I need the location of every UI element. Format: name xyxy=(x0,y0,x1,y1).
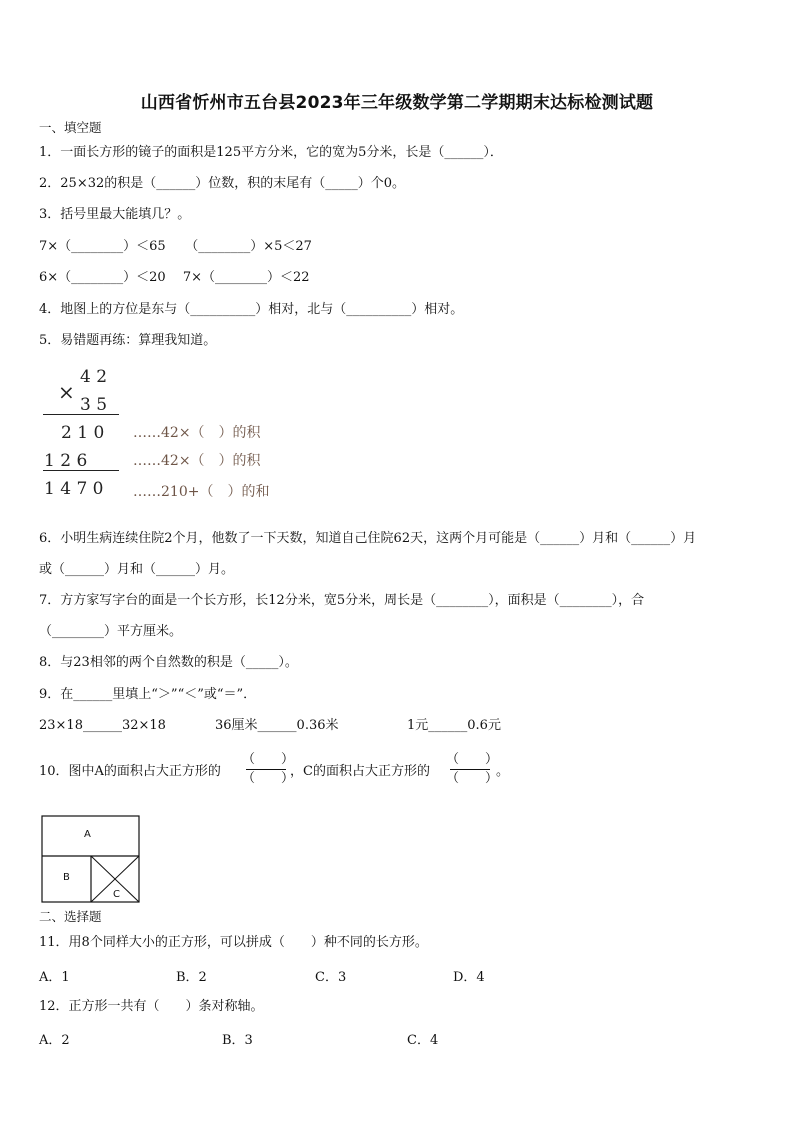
calc-note-1: ……42×（ ）的积 xyxy=(133,425,261,441)
question-7-line-2: （________）平方厘米。 xyxy=(39,624,183,639)
question-8: 8．与23相邻的两个自然数的积是（_____）。 xyxy=(39,655,298,670)
calc-row-2: 3 5 xyxy=(80,395,108,415)
fraction-a xyxy=(242,751,295,788)
fraction-a-denominator: （ ） xyxy=(242,771,295,786)
times-sign: × xyxy=(58,380,75,404)
question-3-line-1: 7×（________）＜65 （________）×5＜27 xyxy=(39,239,312,254)
question-1: 1．一面长方形的镜子的面积是125平方分米，它的宽为5分米，长是（______）． xyxy=(39,145,503,160)
question-10-part-1: 10．图中A的面积占大正方形的 xyxy=(39,764,221,779)
page-title: 山西省忻州市五台县2023年三年级数学第二学期期末达标检测试题 xyxy=(140,93,654,113)
question-6-line-2: 或（______）月和（______）月。 xyxy=(39,562,235,577)
fraction-c xyxy=(446,751,499,788)
question-7-line-1: 7．方方家写字台的面是一个长方形，长12分米，宽5分米，周长是（________），面积是（________），合 xyxy=(39,593,645,608)
question-2: 2．25×32的积是（______）位数，积的末尾有（_____）个0。 xyxy=(39,176,406,191)
question-6-line-1: 6．小明生病连续住院2个月，他数了一下天数，知道自己住院62天，这两个月可能是（______）月和（______）月 xyxy=(39,531,697,546)
q12-option-a: A．2 xyxy=(39,1033,70,1048)
q11-option-b: B．2 xyxy=(176,970,207,985)
figure-label-c: C xyxy=(113,889,120,900)
question-9-item-2: 36厘米______0.36米 xyxy=(215,718,339,733)
calc-row-3: 2 1 0 xyxy=(61,423,105,443)
q12-option-b: B．3 xyxy=(222,1033,253,1048)
calc-row-5: 1 4 7 0 xyxy=(44,479,104,499)
square-figure xyxy=(41,815,141,903)
question-5: 5．易错题再练：算理我知道。 xyxy=(39,333,217,348)
question-4: 4．地图上的方位是东与（__________）相对，北与（__________）相对。 xyxy=(39,302,464,317)
q11-option-c: C．3 xyxy=(315,970,347,985)
fraction-c-denominator: （ ） xyxy=(446,771,499,786)
question-9: 9．在______里填上“＞”“＜”或“＝”． xyxy=(39,687,257,702)
calc-row-1: 4 2 xyxy=(80,367,108,387)
question-12: 12．正方形一共有（ ）条对称轴。 xyxy=(39,999,264,1014)
question-10-part-2: ，C的面积占大正方形的 xyxy=(290,764,430,779)
section-heading-choice: 二、选择题 xyxy=(39,909,102,924)
fraction-c-numerator: （ ） xyxy=(446,752,499,767)
calc-rule-2 xyxy=(43,470,119,471)
question-10-part-3: 。 xyxy=(496,764,510,779)
section-heading-fill-blank: 一、填空题 xyxy=(39,120,102,135)
figure-label-a: A xyxy=(84,829,91,840)
figure-label-b: B xyxy=(63,872,70,883)
question-9-item-3: 1元______0.6元 xyxy=(407,718,501,733)
question-11: 11．用8个同样大小的正方形，可以拼成（ ）种不同的长方形。 xyxy=(39,935,428,950)
q11-option-a: A．1 xyxy=(39,970,70,985)
q12-option-c: C．4 xyxy=(407,1033,439,1048)
q11-option-d: D．4 xyxy=(453,970,485,985)
fraction-a-numerator: （ ） xyxy=(242,752,295,767)
calc-row-4: 1 2 6 xyxy=(44,451,88,471)
calc-rule-1 xyxy=(43,414,119,415)
calc-note-3: ……210+（ ）的和 xyxy=(133,484,270,500)
question-3: 3．括号里最大能填几？。 xyxy=(39,207,191,222)
question-9-item-1: 23×18______32×18 xyxy=(39,718,166,733)
calc-note-2: ……42×（ ）的积 xyxy=(133,453,261,469)
question-3-line-2: 6×（________）＜20 7×（________）＜22 xyxy=(39,270,310,285)
